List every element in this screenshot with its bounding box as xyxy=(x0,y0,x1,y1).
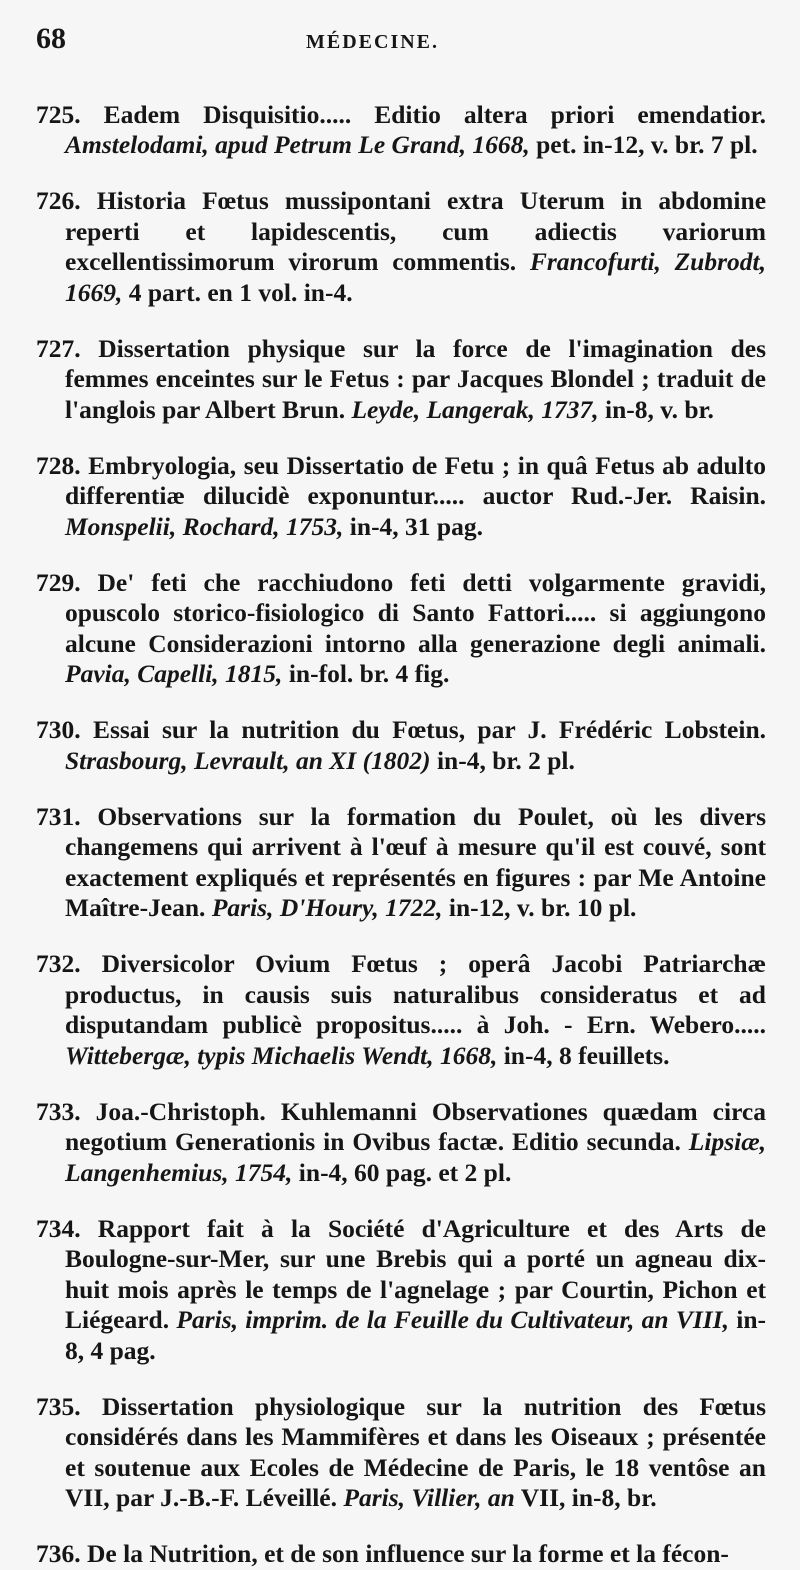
entry-format: in-8, v. br. xyxy=(604,394,714,424)
entry-imprint: Lipsiæ, Langenhemius, 1754, xyxy=(65,1127,766,1187)
entry-imprint: Wittebergæ, typis Michaelis Wendt, 1668, xyxy=(65,1040,498,1070)
entry-format: in-fol. br. 4 fig. xyxy=(288,659,450,688)
entry-729 xyxy=(36,568,766,690)
page-number: 68 xyxy=(36,22,66,55)
entry-imprint: Amstelodami, apud Petrum Le Grand, 1668, xyxy=(65,130,530,159)
entry-number: 726. xyxy=(36,186,81,215)
entry-title: De la Nutrition, et de son influence sur la forme et la fécon- xyxy=(87,1539,729,1568)
entry-imprint: Paris, imprim. de la Feuille du Cultivateur, an VIII, xyxy=(176,1305,729,1334)
entry-726 xyxy=(36,186,766,308)
entry-title: De' feti che racchiudono feti detti volgarmente gravidi, opuscolo storico-fisiologico di Santo Fattori..... si aggiungono alcune Considerazioni intorno alla generazione degli animali. xyxy=(65,567,766,658)
entry-736 xyxy=(36,1539,766,1570)
entry-title: Joa.-Christoph. Kuhlemanni Observationes quædam circa negotium Generationis in Ovibus factæ. Editio secunda. xyxy=(65,1096,767,1156)
entry-imprint: Pavia, Capelli, 1815, xyxy=(65,659,283,688)
entry-format: in-4, br. 2 pl. xyxy=(436,745,575,775)
entry-format: VII, in-8, br. xyxy=(520,1483,657,1512)
entry-title: Dissertation physiologique sur la nutrition des Fœtus considérés dans les Mammifères et dans les Oiseaux ; présentée et soutenue aux Ecoles de Médecine de Paris, le 18 ventôse an VII, par J.-B.-F. Léveillé. xyxy=(65,1391,766,1512)
entry-number: 727. xyxy=(36,333,81,363)
entry-number: 732. xyxy=(36,949,81,978)
entry-727 xyxy=(36,334,766,426)
entry-title: Dissertation physique sur la force de l'imagination des femmes enceintes sur le Fetus : par Jacques Blondel ; traduit de l'anglois par Albert Brun. xyxy=(65,333,767,424)
entry-733 xyxy=(36,1097,766,1189)
entry-title: Embryologia, seu Dissertatio de Fetu ; in quâ Fetus ab adulto differentiæ dilucidè exponuntur..... auctor Rud.-Jer. Raisin. xyxy=(65,450,767,510)
entry-730 xyxy=(36,715,766,776)
entry-728 xyxy=(36,451,766,543)
section-title: MÉDECINE. xyxy=(306,31,440,53)
entry-number: 730. xyxy=(36,715,81,744)
entry-title: Diversicolor Ovium Fœtus ; operâ Jacobi Patriarchæ productus, in causis suis naturalibus consideratus et ad disputandam publicè propositus..... à Joh. - Ern. Webero..... xyxy=(65,949,766,1039)
entry-title: Essai sur la nutrition du Fœtus, par J. Frédéric Lobstein. xyxy=(92,715,766,744)
entry-number: 734. xyxy=(36,1213,81,1243)
entry-format: in-4, 31 pag. xyxy=(349,511,483,541)
entry-title: Rapport fait à la Société d'Agriculture et des Arts de Boulogne-sur-Mer, sur une Brebis qui a porté un agneau dix-huit mois après le temps de l'agnelage ; par Courtin, Pichon et Liégeard. xyxy=(65,1213,766,1334)
entry-format: in-4, 60 pag. et 2 pl. xyxy=(298,1157,512,1187)
entry-title: Observations sur la formation du Poulet, où les divers changemens qui arrivent à l'œuf à mesure qu'il est couvé, sont exactement expliqués et représentés en figures : par Me Antoine Maître-Jean. xyxy=(65,801,766,922)
entry-imprint: Francofurti, Zubrodt, 1669, xyxy=(65,247,766,307)
entry-imprint: Strasbourg, Levrault, an XI (1802) xyxy=(65,745,431,775)
entry-725 xyxy=(36,100,766,161)
entry-imprint: Monspelii, Rochard, 1753, xyxy=(65,511,344,541)
entry-format: in-8, 4 pag. xyxy=(65,1305,767,1365)
entry-731 xyxy=(36,802,766,924)
entry-732 xyxy=(36,949,766,1071)
entry-title: Eadem Disquisitio..... Editio altera priori emendatior. xyxy=(103,99,766,129)
entry-format: pet. in-12, v. br. 7 pl. xyxy=(536,130,758,159)
bibliography-list xyxy=(36,100,766,1570)
entry-number: 736. xyxy=(36,1539,81,1568)
entry-735 xyxy=(36,1392,766,1514)
entry-format: 4 part. en 1 vol. in-4. xyxy=(128,277,353,307)
entry-number: 729. xyxy=(36,567,81,597)
entry-imprint: Paris, D'Houry, 1722, xyxy=(211,893,443,922)
entry-734 xyxy=(36,1214,766,1367)
entry-number: 731. xyxy=(36,801,81,831)
entry-number: 725. xyxy=(36,99,81,129)
entry-format: in-4, 8 feuillets. xyxy=(503,1040,670,1070)
entry-number: 735. xyxy=(36,1391,81,1421)
entry-number: 728. xyxy=(36,450,81,480)
entry-imprint: Leyde, Langerak, 1737, xyxy=(351,394,599,424)
entry-number: 733. xyxy=(36,1096,81,1126)
entry-title: Historia Fœtus mussipontani extra Uterum in abdomine reperti et lapidescentis, cum adiectis variorum excellentissimorum virorum commentis. xyxy=(65,186,767,276)
running-head xyxy=(36,22,766,74)
entry-format: in-12, v. br. 10 pl. xyxy=(448,893,637,922)
entry-imprint: Paris, Villier, an xyxy=(343,1483,515,1512)
